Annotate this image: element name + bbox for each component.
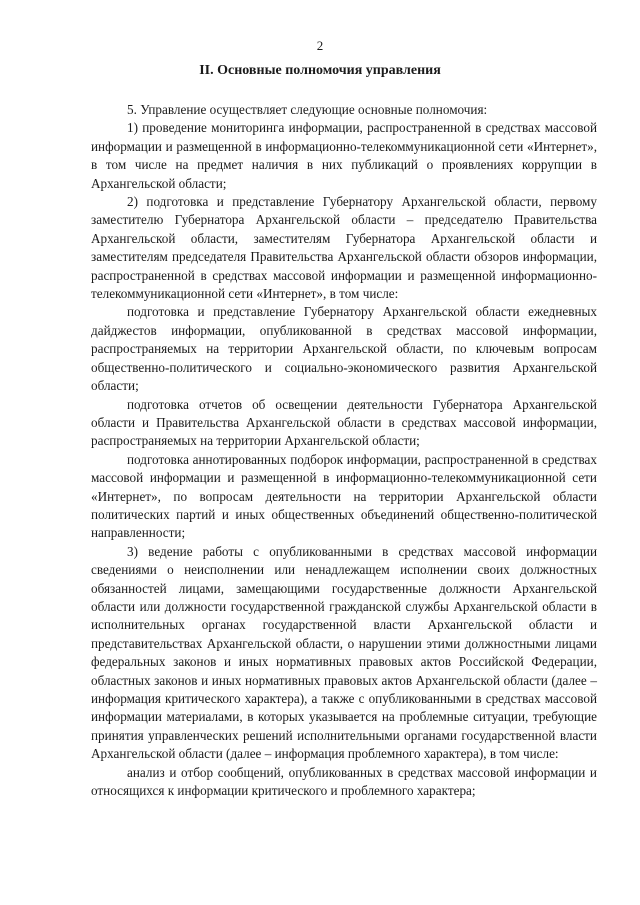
- paragraph-subitem: подготовка аннотированных подборок информации, распространенной в средствах массовой информации и размещенной в информационно-телекоммуникационной сети «Интернет», по вопросам деятельности на территории Архангельской области политических партий и иных общественных объединений общественно-политической направленности;: [91, 451, 597, 541]
- paragraph-item-1: 1) проведение мониторинга информации, распространенной в средствах массовой информации и размещенной в информационно-телекоммуникационной сети «Интернет», в том числе на предмет наличия в них публикаций о проявлениях коррупции в Архангельской области;: [91, 120, 597, 191]
- section-title: II. Основные полномочия управления: [199, 63, 441, 78]
- paragraph-subitem: подготовка отчетов об освещении деятельности Губернатора Архангельской области и Правительства Архангельской области в средствах массовой информации, распространяемых на территории Архангельской области;: [91, 396, 597, 449]
- paragraph-subitem: анализ и отбор сообщений, опубликованных в средствах массовой информации и относящихся к информации критического и проблемного характера;: [91, 764, 597, 799]
- paragraph-item-2: 2) подготовка и представление Губернатору Архангельской области, первому заместителю Губернатора Архангельской области – председателю Правительства Архангельской области, заместителям Губернатора Архангельской области и заместителям председателя Правительства Архангельской области обзоров информации, распространенной в средствах массовой информации и размещенной информационно-телекоммуникационной сети «Интернет», в том числе:: [91, 194, 597, 302]
- document-body: [91, 101, 597, 800]
- paragraph-intro: 5. Управление осуществляет следующие основные полномочия:: [127, 102, 488, 117]
- paragraph-item-3: 3) ведение работы с опубликованными в средствах массовой информации сведениями о неисполнении или ненадлежащем исполнении своих должностных обязанностей лицами, замещающими государственные должности Архангельской области или должности государственной гражданской службы Архангельской области в исполнительных органах государственной власти Архангельской области и представительствах Архангельской области, о нарушении этими должностными лицами федеральных законов и иных нормативных правовых актов Российской Федерации, областных законов и иных нормативных правовых актов Архангельской области (далее – информация критического характера), а также с опубликованными в средствах массовой информации материалами, в которых указывается на проблемные ситуации, требующие принятия управленческих решений исполнительными органами государственной власти Архангельской области (далее – информация проблемного характера), в том числе:: [91, 543, 597, 762]
- page-number: 2: [316, 38, 324, 53]
- paragraph-subitem: подготовка и представление Губернатору Архангельской области ежедневных дайджестов информации, опубликованной в средствах массовой информации, распространяемых на территории Архангельской области, по ключевым вопросам общественно-политического и социально-экономического развития Архангельской области;: [91, 304, 597, 394]
